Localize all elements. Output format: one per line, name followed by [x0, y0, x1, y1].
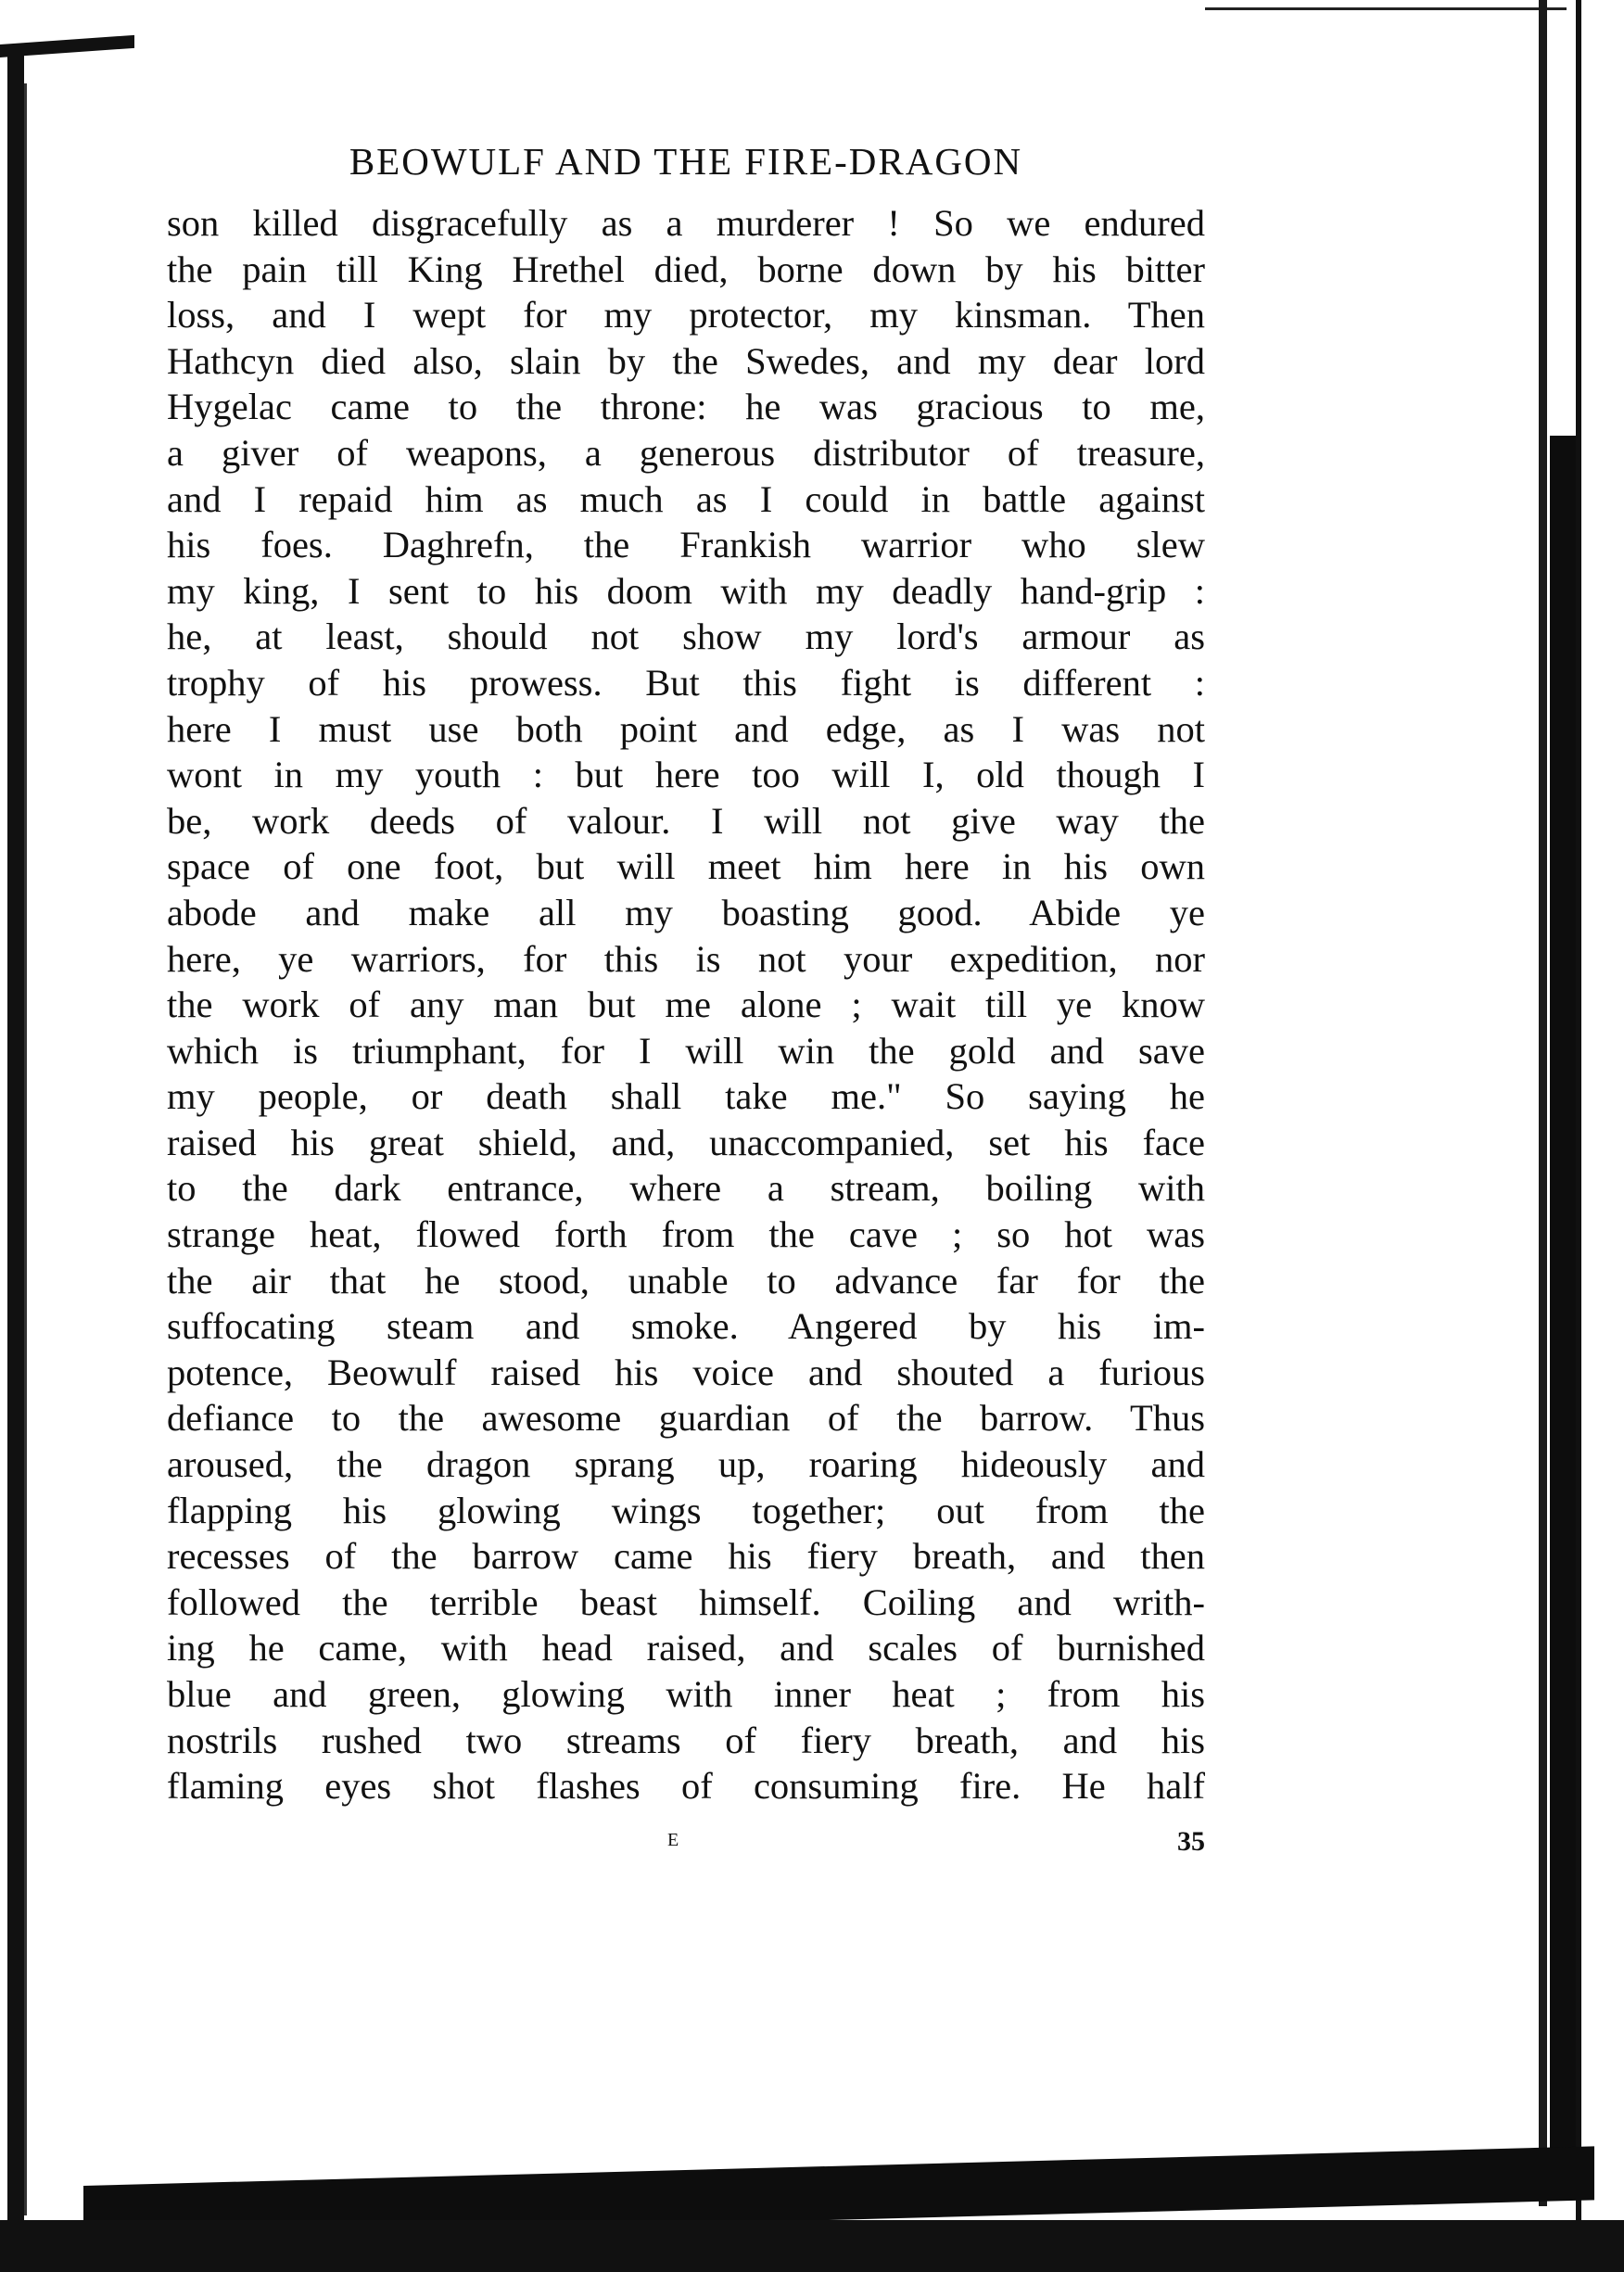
text-line: here I must use both point and edge, as I was not — [167, 707, 1205, 750]
text-line: nostrils rushed two streams of fiery breath, and his — [167, 1719, 1205, 1761]
text-line: which is triumphant, for I will win the gold and save — [167, 1029, 1205, 1072]
running-head: BEOWULF AND THE FIRE-DRAGON — [349, 140, 1023, 183]
text-line: suffocating steam and smoke. Angered by his im- — [167, 1305, 1205, 1348]
text-line: my king, I sent to his doom with my deadly hand-grip : — [167, 569, 1205, 612]
page-footer — [167, 1825, 1205, 1867]
body-text — [167, 200, 1205, 1809]
text-line: blue and green, glowing with inner heat ; from his — [167, 1673, 1205, 1715]
text-line: his foes. Daghrefn, the Frankish warrior who slew — [167, 524, 1205, 566]
text-line: the work of any man but me alone ; wait till ye know — [167, 984, 1205, 1026]
text-line: wont in my youth : but here too will I, old though I — [167, 754, 1205, 796]
book-page — [167, 139, 1205, 1867]
text-line: defiance to the awesome guardian of the barrow. Thus — [167, 1397, 1205, 1440]
text-line: my people, or death shall take me." So saying he — [167, 1075, 1205, 1118]
scan-border-top-right — [1205, 7, 1567, 10]
text-line: a giver of weapons, a generous distributor of treasure, — [167, 431, 1205, 474]
text-line: space of one foot, but will meet him here in his own — [167, 845, 1205, 888]
scan-border-right-thick — [1550, 436, 1578, 2178]
scan-border-right-outer — [1539, 0, 1547, 2206]
text-line: to the dark entrance, where a stream, boiling with — [167, 1167, 1205, 1210]
text-line: aroused, the dragon sprang up, roaring hideously and — [167, 1443, 1205, 1486]
text-line: Hygelac came to the throne: he was gracious to me, — [167, 386, 1205, 428]
text-line: flaming eyes shot flashes of consuming fire. He half — [167, 1765, 1205, 1808]
scan-border-bottom-edge — [0, 2220, 1624, 2272]
text-line: he, at least, should not show my lord's armour as — [167, 616, 1205, 658]
text-line: flapping his glowing wings together; out from the — [167, 1489, 1205, 1531]
text-line: potence, Beowulf raised his voice and shouted a furious — [167, 1351, 1205, 1393]
text-line: trophy of his prowess. But this fight is different : — [167, 661, 1205, 704]
text-line: here, ye warriors, for this is not your expedition, nor — [167, 937, 1205, 980]
page-number: 35 — [1177, 1825, 1205, 1857]
scan-border-left — [7, 51, 24, 2272]
text-line: raised his great shield, and, unaccompanied, set his face — [167, 1121, 1205, 1163]
text-line: recesses of the barrow came his fiery breath, and then — [167, 1535, 1205, 1578]
text-line: strange heat, flowed forth from the cave ; so hot was — [167, 1213, 1205, 1256]
text-line: Hathcyn died also, slain by the Swedes, and my dear lord — [167, 339, 1205, 382]
text-line: son killed disgracefully as a murderer ! So we endured — [167, 202, 1205, 244]
text-line: followed the terrible beast himself. Coiling and writh- — [167, 1580, 1205, 1623]
text-line: abode and make all my boasting good. Abide ye — [167, 891, 1205, 933]
signature-mark: E — [667, 1829, 679, 1850]
scan-border-left-inner — [24, 83, 27, 2215]
scan-border-right-thin — [1576, 0, 1581, 2272]
text-line: loss, and I wept for my protector, my kinsman. Then — [167, 294, 1205, 336]
text-line: the air that he stood, unable to advance far for the — [167, 1259, 1205, 1301]
text-line: ing he came, with head raised, and scales of burnished — [167, 1627, 1205, 1669]
text-line: be, work deeds of valour. I will not give way the — [167, 799, 1205, 842]
text-line: the pain till King Hrethel died, borne down by his bitter — [167, 248, 1205, 290]
text-line: and I repaid him as much as I could in battle against — [167, 477, 1205, 520]
